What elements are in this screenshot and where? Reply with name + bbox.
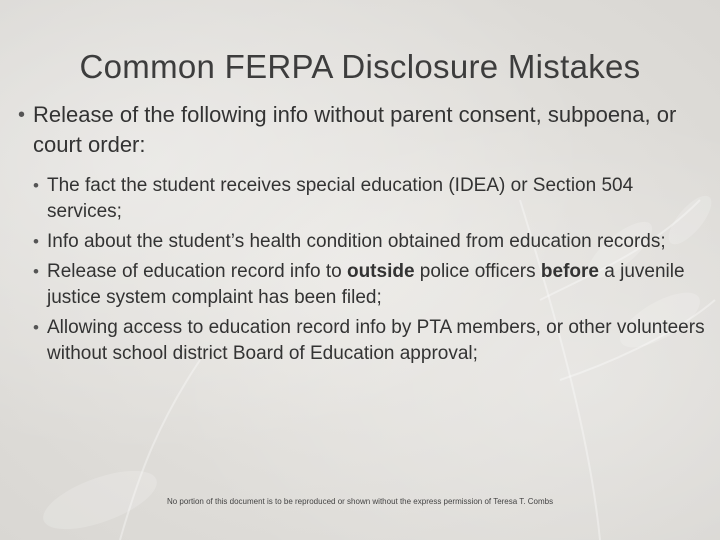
sub-bullet-text-part: a juvenile justice system complaint has been filed;	[47, 261, 685, 308]
sub-bullet-list	[18, 173, 708, 367]
bullet-icon: •	[33, 262, 39, 281]
sub-bullet-text-part: Release of education record info to	[47, 261, 347, 282]
emphasis-outside: outside	[346, 261, 415, 282]
bullet-icon: •	[33, 232, 39, 251]
slide-content	[18, 100, 708, 371]
sub-bullet-text-part: police officers	[414, 261, 541, 282]
bullet-icon: •	[18, 104, 26, 126]
copyright-footer: No portion of this document is to be reproduced or shown without the express permission of Teresa T. Combs	[166, 497, 554, 506]
bullet-icon: •	[33, 176, 39, 195]
sub-bullet-text: Info about the student’s health condition obtained from education records;	[47, 231, 666, 252]
sub-bullet-item	[33, 315, 708, 367]
main-bullet	[18, 100, 708, 160]
sub-bullet-item	[33, 229, 708, 255]
sub-bullet-text: Allowing access to education record info by PTA members, or other volunteers without school district Board of Education approval;	[47, 317, 705, 364]
sub-bullet-item	[33, 259, 708, 311]
slide-title: Common FERPA Disclosure Mistakes	[79, 48, 641, 85]
main-bullet-text: Release of the following info without parent consent, subpoena, or court order:	[33, 102, 677, 157]
sub-bullet-item	[33, 173, 708, 225]
sub-bullet-text: The fact the student receives special education (IDEA) or Section 504 services;	[47, 175, 634, 222]
emphasis-before: before	[540, 261, 599, 282]
bullet-icon: •	[33, 318, 39, 337]
